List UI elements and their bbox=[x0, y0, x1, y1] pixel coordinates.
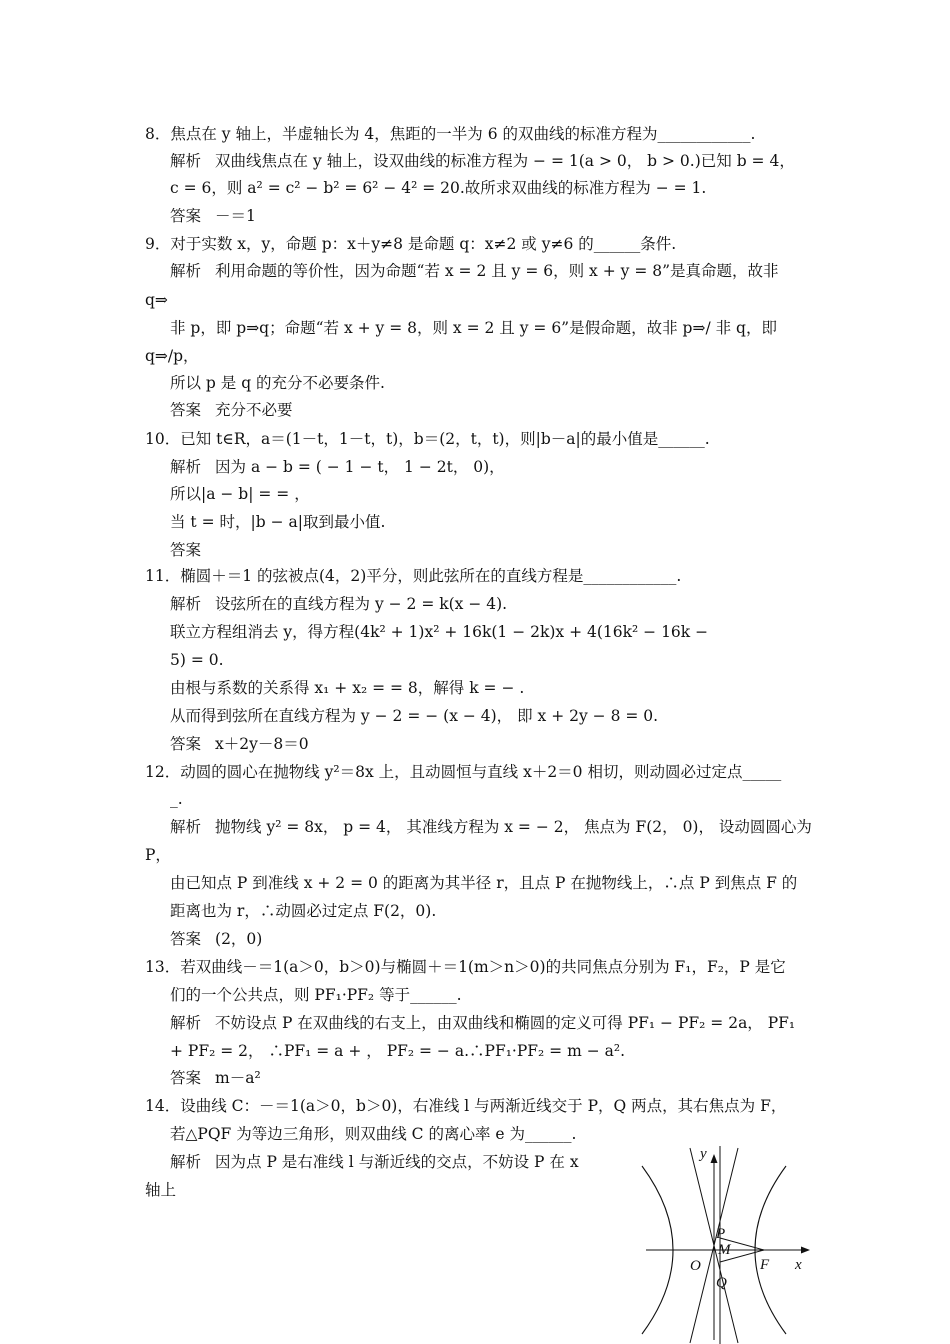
analysis-label: 解析 bbox=[170, 152, 202, 170]
problem-11-analysis-line-3: 5) = 0. bbox=[170, 651, 224, 669]
problem-9-analysis-line-3: 非 p，即 p⇒q；命题“若 x + y = 8，则 x = 2 且 y = 6”是假命题，故非 p⇒/ 非 q，即 bbox=[170, 319, 777, 337]
problem-10-answer bbox=[170, 540, 215, 560]
problem-12-analysis-line-3: 由已知点 P 到准线 x + 2 = 0 的距离为其半径 r，且点 P 在抛物线上，∴点 P 到焦点 F 的 bbox=[170, 874, 798, 892]
problem-11-analysis-line-5: 从而得到弦所在直线方程为 y − 2 = − (x − 4)， 即 x + 2y − 8 = 0. bbox=[170, 707, 659, 725]
problem-12-answer: 答案 (2，0) bbox=[170, 930, 263, 948]
problem-9-answer: 答案 充分不必要 bbox=[170, 401, 293, 419]
analysis-label: 解析 bbox=[170, 458, 202, 476]
answer-label: 答案 bbox=[170, 207, 202, 225]
label-m: M bbox=[718, 1242, 731, 1258]
problem-10-analysis-line-3: 当 t = 时，|b − a|取到最小值. bbox=[170, 513, 386, 531]
problem-9-analysis-line-1: 解析 利用命题的等价性，因为命题“若 x = 2 且 y = 6，则 x + y = 8”是真命题，故非 bbox=[170, 262, 779, 280]
problem-9-question: 9．对于实数 x，y，命题 p：x＋y≠8 是命题 q：x≠2 或 y≠6 的______条件. bbox=[145, 235, 677, 253]
analysis-label: 解析 bbox=[170, 595, 202, 613]
problem-8-answer: 答案 －＝1 bbox=[170, 207, 256, 225]
analysis-label: 解析 bbox=[170, 1153, 202, 1171]
problem-12-analysis-line-4: 距离也为 r，∴动圆必过定点 F(2，0). bbox=[170, 902, 437, 920]
problem-14-analysis-line-2: 轴上 bbox=[145, 1181, 177, 1199]
problem-13-question-cont: 们的一个公共点，则 PF₁·PF₂ 等于______. bbox=[170, 986, 462, 1004]
answer-label: 答案 bbox=[170, 401, 202, 419]
problem-10-question: 10．已知 t∈R，a＝(1－t，1－t，t)，b＝(2，t，t)，则|b－a|的最小值是______. bbox=[145, 430, 710, 448]
problem-14-question: 14．设曲线 C：－＝1(a＞0，b＞0)，右准线 l 与两渐近线交于 P，Q 两点，其右焦点为 F， bbox=[145, 1097, 787, 1115]
problem-10-analysis-line-2: 所以|a − b| = = ， bbox=[170, 485, 310, 503]
problem-11-analysis-line-1: 解析 设弦所在的直线方程为 y − 2 = k(x − 4). bbox=[170, 595, 508, 613]
analysis-label: 解析 bbox=[170, 818, 202, 836]
problem-14-analysis-line-1: 解析 因为点 P 是右准线 l 与渐近线的交点，不妨设 P 在 x bbox=[170, 1153, 579, 1171]
problem-13-analysis-line-2: + PF₂ = 2， ∴PF₁ = a + ， PF₂ = − a.∴PF₁·PF₂ = m − a². bbox=[170, 1042, 625, 1060]
problem-11-analysis-line-4: 由根与系数的关系得 x₁ + x₂ = = 8，解得 k = − . bbox=[170, 679, 525, 697]
label-f: F bbox=[760, 1257, 770, 1273]
problem-11-answer: 答案 x＋2y－8＝0 bbox=[170, 735, 309, 753]
label-q: Q bbox=[716, 1275, 727, 1291]
problem-12-question-cont: _. bbox=[170, 790, 183, 808]
analysis-label: 解析 bbox=[170, 1014, 202, 1032]
problem-9-analysis-line-2: q⇒ bbox=[145, 291, 168, 309]
label-x: x bbox=[795, 1257, 802, 1273]
problem-8-analysis-line-1: 解析 双曲线焦点在 y 轴上，设双曲线的标准方程为 − = 1(a > 0， b > 0.)已知 b = 4， bbox=[170, 152, 795, 170]
problem-13-question: 13．若双曲线－＝1(a＞0，b＞0)与椭圆＋＝1(m＞n＞0)的共同焦点分别为 F₁，F₂，P 是它 bbox=[145, 958, 786, 976]
y-axis-arrow bbox=[711, 1154, 718, 1163]
problem-11-question: 11．椭圆＋＝1 的弦被点(4，2)平分，则此弦所在的直线方程是____________. bbox=[145, 567, 682, 585]
problem-12-analysis-line-1: 解析 抛物线 y² = 8x， p = 4， 其准线方程为 x = − 2， 焦点为 F(2， 0)， 设动圆圆心为 bbox=[170, 818, 812, 836]
x-axis-arrow bbox=[801, 1247, 810, 1254]
problem-12-analysis-line-2: P， bbox=[145, 846, 171, 864]
answer-label: 答案 bbox=[170, 1069, 202, 1087]
label-o: O bbox=[690, 1258, 701, 1274]
answer-label: 答案 bbox=[170, 735, 202, 753]
analysis-label: 解析 bbox=[170, 262, 202, 280]
problem-9-analysis-line-4: q⇒/p， bbox=[145, 347, 199, 365]
problem-13-analysis-line-1: 解析 不妨设点 P 在双曲线的右支上，由双曲线和椭圆的定义可得 PF₁ − PF₂ = 2a， PF₁ bbox=[170, 1014, 796, 1032]
problem-13-answer: 答案 m－a² bbox=[170, 1069, 261, 1087]
problem-8-analysis-line-2: c = 6，则 a² = c² − b² = 6² − 4² = 20.故所求双曲线的标准方程为 − = 1. bbox=[170, 179, 707, 197]
problem-14-question-cont: 若△PQF 为等边三角形，则双曲线 C 的离心率 e 为______. bbox=[170, 1125, 577, 1143]
problem-8-question: 8．焦点在 y 轴上，半虚轴长为 4，焦距的一半为 6 的双曲线的标准方程为____________. bbox=[145, 125, 756, 143]
problem-9-analysis-line-5: 所以 p 是 q 的充分不必要条件. bbox=[170, 374, 385, 392]
problem-11-analysis-line-2: 联立方程组消去 y，得方程(4k² + 1)x² + 16k(1 − 2k)x + 4(16k² − 16k − bbox=[170, 623, 709, 641]
answer-label: 答案 bbox=[170, 930, 202, 948]
label-y: y bbox=[700, 1146, 707, 1162]
answer-label: 答案 bbox=[170, 541, 202, 559]
problem-10-analysis-line-1: 解析 因为 a − b = ( − 1 − t， 1 − 2t， 0)， bbox=[170, 458, 505, 476]
hyperbola-figure bbox=[632, 1138, 822, 1344]
problem-12-question: 12．动圆的圆心在抛物线 y²＝8x 上，且动圆恒与直线 x＋2＝0 相切，则动圆必过定点_____ bbox=[145, 763, 782, 781]
label-p: P bbox=[716, 1226, 726, 1242]
